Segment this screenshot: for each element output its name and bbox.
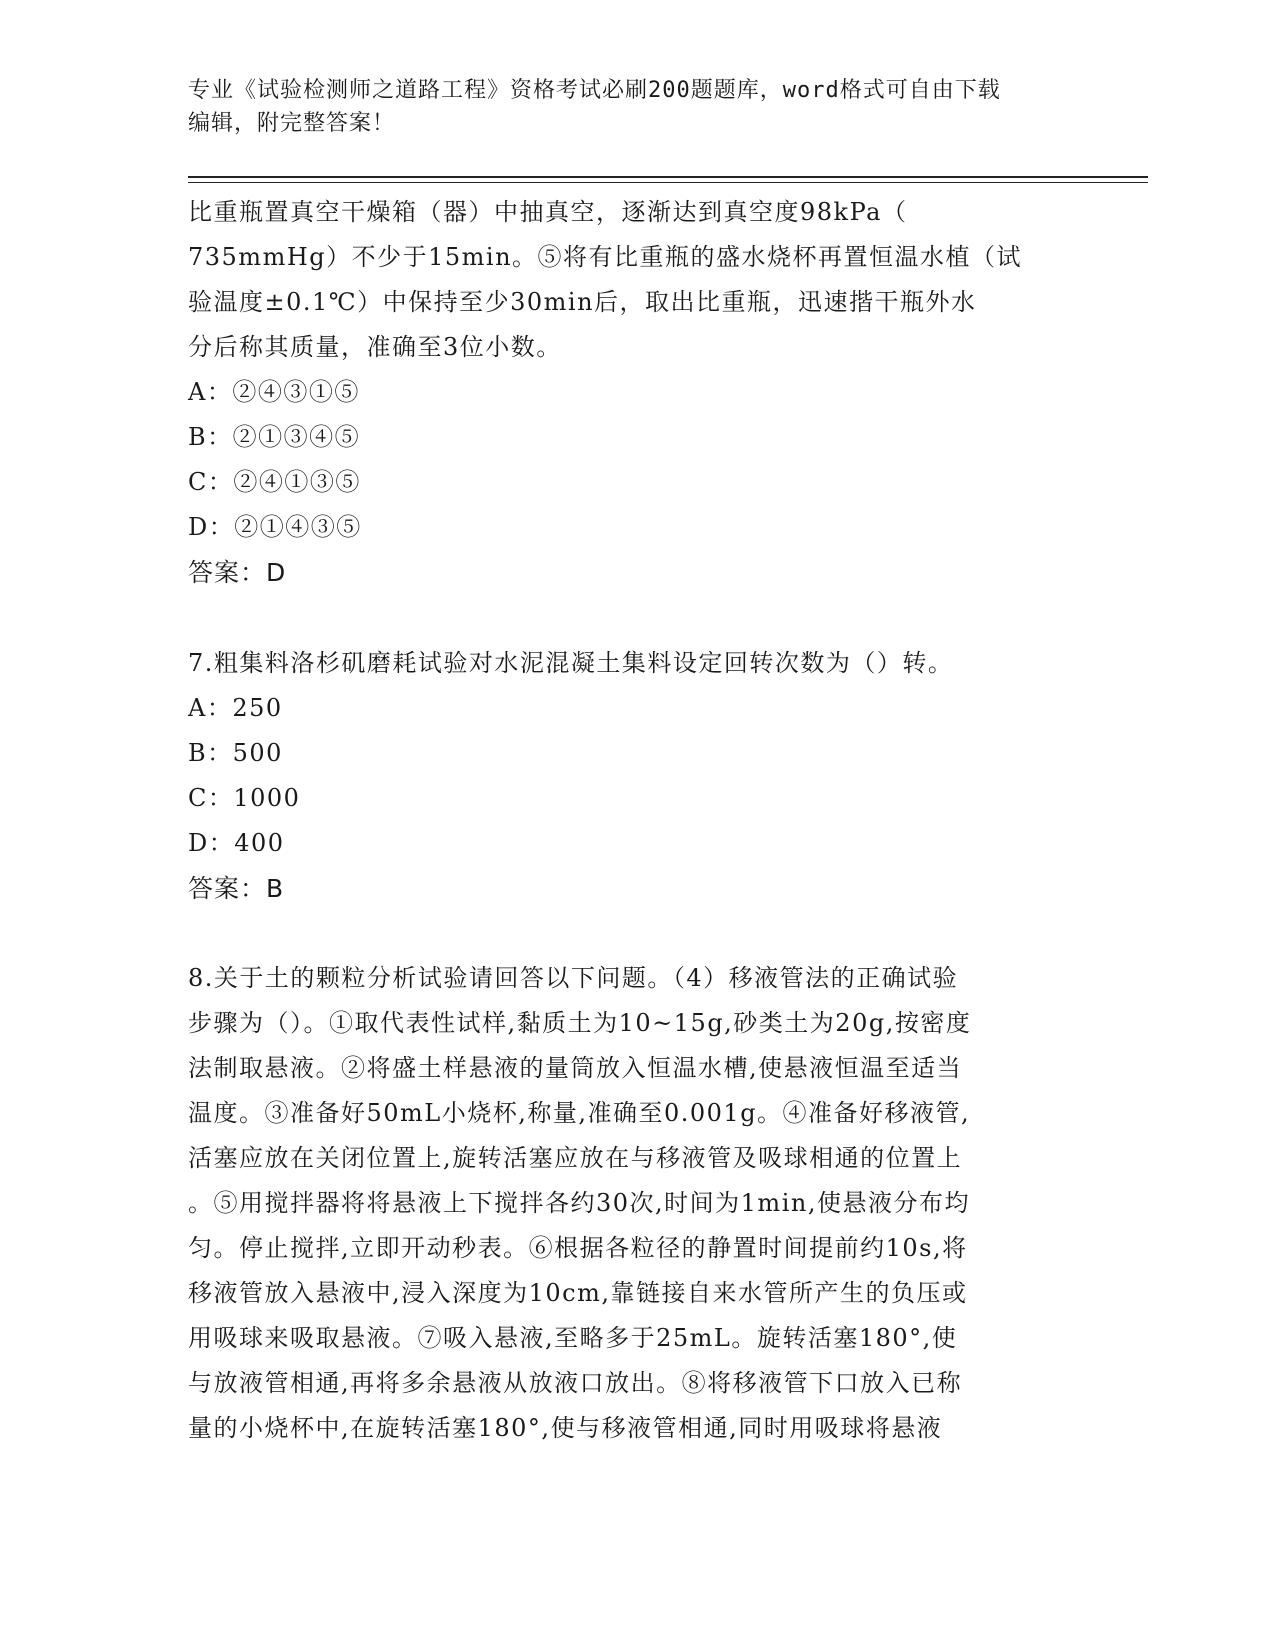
spacer: [188, 911, 1088, 956]
option-b: B：②①③④⑤: [188, 423, 361, 451]
question-text-line: 比重瓶置真空干燥箱（器）中抽真空，逐渐达到真空度98kPa（: [188, 198, 908, 226]
question-text-line: 移液管放入悬液中,浸入深度为10cm,靠链接自来水管所产生的负压或: [188, 1279, 968, 1307]
question-text-line: 匀。停止搅拌,立即开动秒表。⑥根据各粒径的静置时间提前约10s,将: [188, 1234, 968, 1262]
option-d: D：②①④③⑤: [188, 513, 362, 541]
document-body: [188, 190, 1088, 1451]
answer-line: 答案：B: [188, 874, 285, 903]
question-text-line: 735mmHg）不少于15min。⑤将有比重瓶的盛水烧杯再置恒温水植（试: [188, 243, 1023, 271]
option-b: B：500: [188, 739, 283, 767]
question-text-line: 温度。③准备好50mL小烧杯,称量,准确至0.001g。④准备好移液管,: [188, 1099, 971, 1127]
question-text-line: 用吸球来吸取悬液。⑦吸入悬液,至略多于25mL。旋转活塞180°,使: [188, 1324, 958, 1352]
option-a: A：250: [188, 694, 283, 722]
question-text-line: 7.粗集料洛杉矶磨耗试验对水泥混凝土集料设定回转次数为（）转。: [188, 649, 954, 677]
question-text-line: 法制取悬液。②将盛土样悬液的量筒放入恒温水槽,使悬液恒温至适当: [188, 1054, 963, 1082]
option-c: C：②④①③⑤: [188, 468, 361, 496]
question-7: [188, 641, 1088, 911]
header-divider-thick: [188, 176, 1148, 178]
page-header: [188, 74, 1078, 140]
question-8: [188, 956, 1088, 1451]
question-text-line: 验温度±0.1℃）中保持至少30min后，取出比重瓶，迅速揩干瓶外水: [188, 288, 977, 316]
question-text-line: 。⑤用搅拌器将将悬液上下搅拌各约30次,时间为1min,使悬液分布均: [188, 1189, 970, 1217]
question-text-line: 活塞应放在关闭位置上,旋转活塞应放在与移液管及吸球相通的位置上: [188, 1144, 963, 1172]
question-text-line: 分后称其质量，准确至3位小数。: [188, 333, 562, 361]
option-c: C：1000: [188, 784, 301, 812]
header-divider-thin: [188, 182, 1148, 183]
question-6: [188, 190, 1088, 595]
header-line-1: 专业《试验检测师之道路工程》资格考试必刷200题题库，word格式可自由下载: [188, 78, 1001, 103]
question-text-line: 8.关于土的颗粒分析试验请回答以下问题。（4）移液管法的正确试验: [188, 964, 959, 992]
question-text-line: 步骤为（）。①取代表性试样,黏质土为10~15g,砂类土为20g,按密度: [188, 1009, 972, 1037]
answer-line: 答案：D: [188, 558, 287, 587]
header-line-2: 编辑，附完整答案！: [188, 111, 396, 136]
question-text-line: 与放液管相通,再将多余悬液从放液口放出。⑧将移液管下口放入已称: [188, 1369, 963, 1397]
question-text-line: 量的小烧杯中,在旋转活塞180°,使与移液管相通,同时用吸球将悬液: [188, 1414, 943, 1442]
spacer: [188, 595, 1088, 641]
option-d: D：400: [188, 829, 285, 857]
option-a: A：②④③①⑤: [188, 378, 360, 406]
